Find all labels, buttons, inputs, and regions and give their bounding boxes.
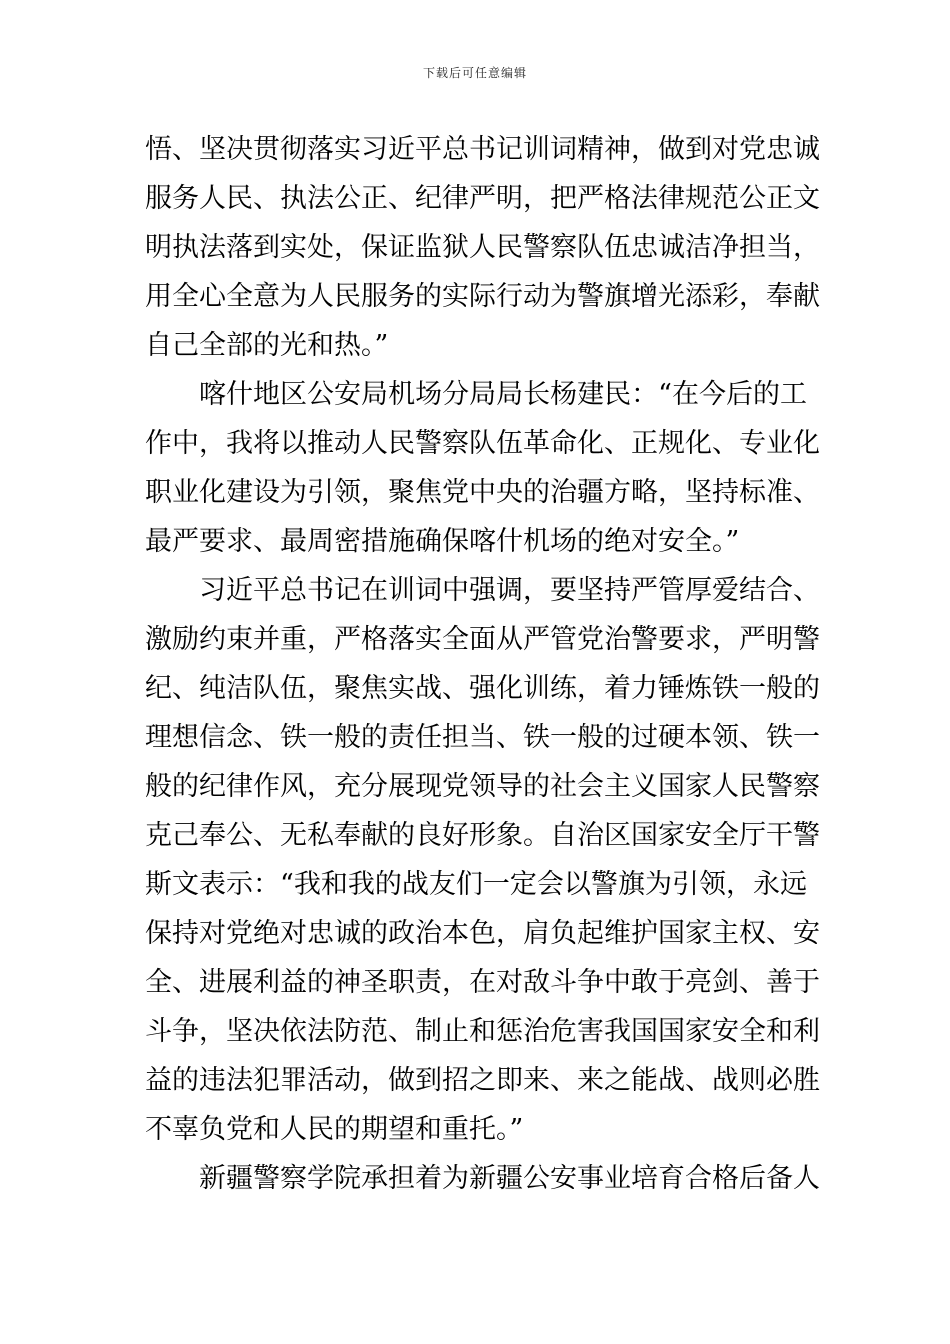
header-note: 下载后可任意编辑 bbox=[422, 66, 527, 80]
text-line: 纪、纯洁队伍，聚焦实战、强化训练，着力锤炼铁一般的 bbox=[145, 673, 820, 704]
text-line: 保持对党绝对忠诚的政治本色，肩负起维护国家主权、安 bbox=[145, 918, 820, 949]
text-line: 作中，我将以推动人民警察队伍革命化、正规化、专业化 bbox=[145, 428, 820, 459]
text-line: 服务人民、执法公正、纪律严明，把严格法律规范公正文 bbox=[145, 183, 820, 214]
text-line: 激励约束并重，严格落实全面从严管党治警要求，严明警 bbox=[145, 624, 820, 655]
text-line: 理想信念、铁一般的责任担当、铁一般的过硬本领、铁一 bbox=[145, 722, 820, 753]
text-line: 新疆警察学院承担着为新疆公安事业培育合格后备人 bbox=[145, 1163, 820, 1194]
text-line: 明执法落到实处，保证监狱人民警察队伍忠诚洁净担当， bbox=[145, 232, 820, 263]
text-line: 悟、坚决贯彻落实习近平总书记训词精神，做到对党忠诚 bbox=[145, 134, 820, 165]
text-line: 习近平总书记在训词中强调，要坚持严管厚爱结合、 bbox=[145, 575, 820, 606]
text-line: 职业化建设为引领，聚焦党中央的治疆方略，坚持标准、 bbox=[145, 477, 820, 508]
text-line: 益的违法犯罪活动，做到招之即来、来之能战、战则必胜 bbox=[145, 1065, 820, 1096]
text-line: 克己奉公、无私奉献的良好形象。自治区国家安全厅干警 bbox=[145, 820, 820, 851]
text-line: 喀什地区公安局机场分局局长杨建民：“在今后的工 bbox=[145, 379, 807, 410]
text-line: 斗争，坚决依法防范、制止和惩治危害我国国家安全和利 bbox=[145, 1016, 820, 1047]
text-line: 用全心全意为人民服务的实际行动为警旗增光添彩，奉献 bbox=[145, 281, 820, 312]
text-line: 自己全部的光和热。” bbox=[145, 330, 389, 361]
text-line: 最严要求、最周密措施确保喀什机场的绝对安全。” bbox=[145, 526, 740, 557]
text-line: 斯文表示：“我和我的战友们一定会以警旗为引领，永远 bbox=[145, 869, 807, 900]
body-text bbox=[145, 125, 820, 1203]
text-line: 不辜负党和人民的期望和重托。” bbox=[145, 1114, 524, 1145]
text-line: 般的纪律作风，充分展现党领导的社会主义国家人民警察 bbox=[145, 771, 820, 802]
text-line: 全、进展利益的神圣职责，在对敌斗争中敢于亮剑、善于 bbox=[145, 967, 820, 998]
